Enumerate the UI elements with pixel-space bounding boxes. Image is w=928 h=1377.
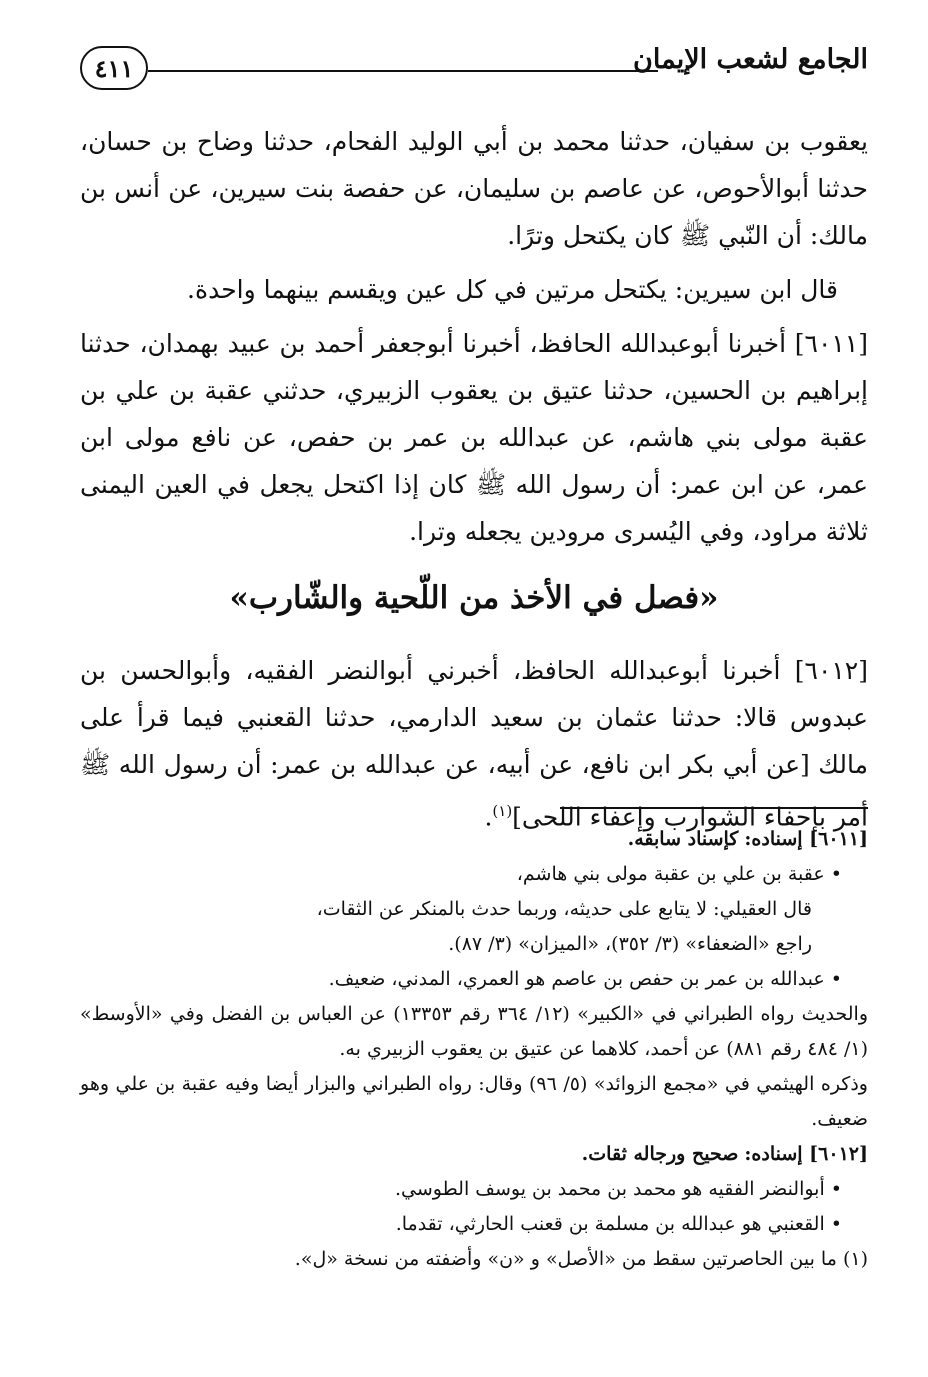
- note-6011-bullet-1-line-3: راجع «الضعفاء» (٣/ ٣٥٢)، «الميزان» (٣/ ٨٧).: [448, 933, 812, 955]
- note-6012-heading: [80, 1137, 868, 1172]
- section-title: «فصل في الأخذ من اللّحية والشّارب»: [229, 580, 719, 616]
- note-6012-bullet-1: • أبوالنضر الفقيه هو محمد بن محمد بن يوسف الطوسي.: [394, 1178, 842, 1200]
- footnote-1: (١) ما بين الحاصرتين سقط من «الأصل» و «ن» وأضفته من نسخة «ل».: [294, 1248, 868, 1270]
- note-6011-label: [٦٠١١] إسناده:: [744, 828, 868, 850]
- note-6011-bullet-2: • عبدالله بن عمر بن حفص بن عاصم هو العمري، المدني، ضعيف.: [328, 968, 842, 990]
- note-6011-bullet-1-line-2: قال العقيلي: لا يتابع على حديثه، وربما حدث بالمنكر عن الثقات،: [316, 898, 812, 920]
- note-6011-verdict: كإسناد سابقه.: [627, 828, 739, 850]
- header-rule: [148, 70, 658, 72]
- paragraph-ibn-sirin: قال ابن سيرين: يكتحل مرتين في كل عين ويقسم بينهما واحدة.: [187, 275, 838, 304]
- note-6012-bullet-2: • القعنبي هو عبدالله بن مسلمة بن قعنب الحارثي، تقدما.: [395, 1213, 842, 1235]
- footnote-divider: [560, 807, 868, 809]
- footnotes: [80, 822, 868, 1277]
- main-text: [80, 118, 868, 840]
- note-6011-paragraph-2: وذكره الهيثمي في «مجمع الزوائد» (٥/ ٩٦) وقال: رواه الطبراني والبزار أيضا وفيه عقبة بن علي وهو ضعيف.: [80, 1073, 868, 1130]
- page-number: ٤١١: [80, 46, 148, 90]
- note-6011-paragraph-1: والحديث رواه الطبراني في «الكبير» (١٢/ ٣٦٤ رقم ١٣٣٥٣) عن العباس بن الفضل وفي «الأوسط» (١/ ٤٨٤ رقم ٨٨١) عن أحمد، كلاهما عن عتيق بن يعقوب الزبيري به.: [80, 1003, 868, 1060]
- note-6011-bullet-1: • عقبة بن علي بن عقبة مولى بني هاشم،: [516, 863, 842, 885]
- note-6012-verdict: صحيح ورجاله ثقات.: [581, 1143, 739, 1165]
- book-title: الجامع لشعب الإيمان: [633, 44, 868, 75]
- hadith-6012-text: [٦٠١٢] أخبرنا أبوعبدالله الحافظ، أخبرني أبوالنضر الفقيه، وأبوالحسن بن عبدوس قالا: حدثنا عثمان بن سعيد الدارمي، حدثنا القعنبي فيما قرأ على مالك [عن أبي بكر ابن نافع، عن أبيه، عن عبدالله بن عمر: أن رسول الله ﷺ أمر بإحفاء الشوارب وإعفاء اللحى]: [80, 656, 868, 832]
- paragraph-continuation: يعقوب بن سفيان، حدثنا محمد بن أبي الوليد الفحام، حدثنا وضاح بن حسان، حدثنا أبوالأحوص، عن عاصم بن سليمان، عن حفصة بنت سيرين، عن أنس بن مالك: أن النّبي ﷺ كان يكتحل وترًا.: [80, 127, 868, 250]
- note-6012-label: [٦٠١٢] إسناده:: [744, 1143, 868, 1165]
- hadith-6012-end: .: [484, 802, 493, 832]
- note-6011-heading: [80, 822, 868, 857]
- hadith-6012: [80, 647, 868, 840]
- page-header: [80, 36, 868, 106]
- hadith-6011: [٦٠١١] أخبرنا أبوعبدالله الحافظ، أخبرنا أبوجعفر أحمد بن عبيد بهمدان، حدثنا إبراهيم بن الحسين، حدثنا عتيق بن يعقوب الزبيري، حدثني عقبة بن علي بن عقبة مولى بني هاشم، عن عبدالله بن عمر بن حفص، عن نافع مولى ابن عمر، عن ابن عمر: أن رسول الله ﷺ كان إذا اكتحل يجعل في العين اليمنى ثلاثة مراود، وفي اليُسرى مرودين يجعله وترا.: [80, 329, 868, 546]
- footnote-mark: (١): [492, 802, 513, 820]
